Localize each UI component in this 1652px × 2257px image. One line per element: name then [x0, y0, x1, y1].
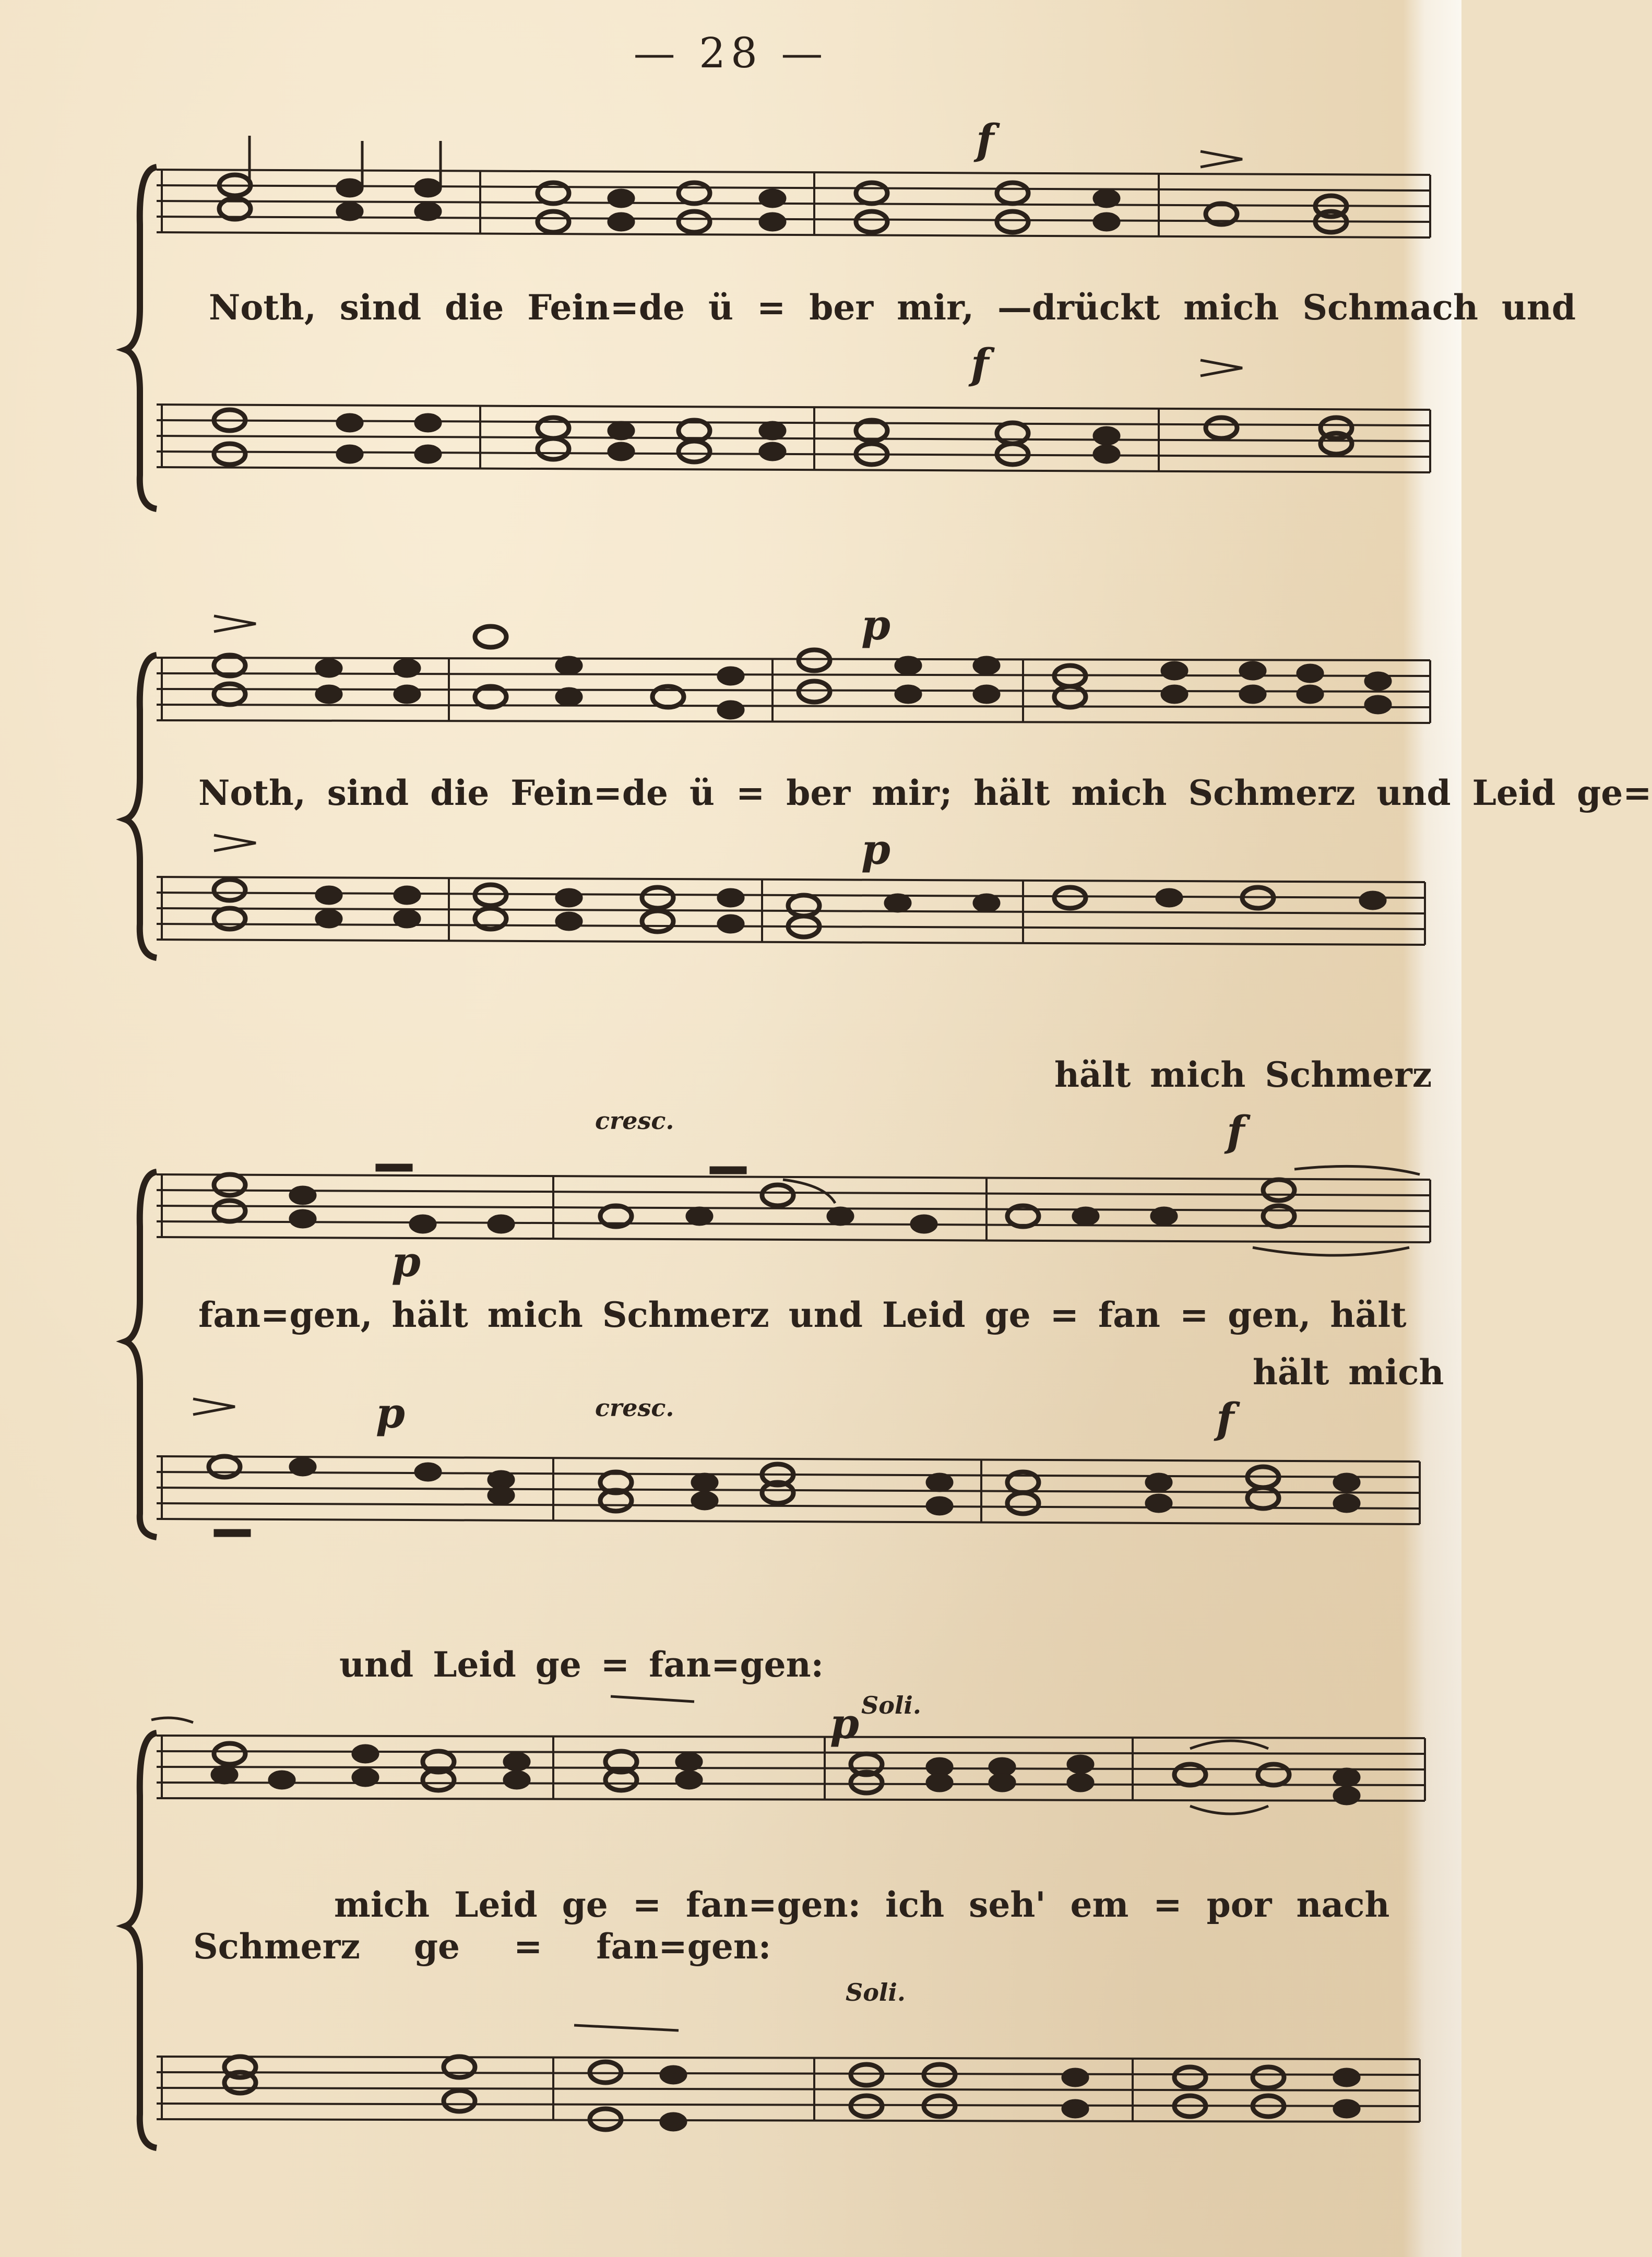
page-number: — 28 — [633, 29, 828, 77]
system-1-dynamic-lower: f [971, 339, 989, 388]
system-3-dynamic-p-lower: p [376, 1388, 405, 1438]
system-1-dynamic-upper: f [976, 115, 994, 164]
system-3-dynamic-p-upper: p [391, 1237, 421, 1286]
system-1-lyrics: Noth, sind die Fein=de ü = ber mir, —drückt mich Schmach und [209, 287, 1576, 328]
system-3 [0, 1054, 1461, 1550]
system-3-lyrics-main: fan=gen, hält mich Schmerz und Leid ge = fan = gen, hält [198, 1294, 1407, 1335]
system-3-dynamic-f-upper: f [1227, 1107, 1245, 1156]
system-4-lyrics-main: mich Leid ge = fan=gen: ich seh' em = por nach [334, 1884, 1390, 1925]
system-2-lyrics: Noth, sind die Fein=de ü = ber mir; hält mich Schmerz und Leid ge= [198, 773, 1652, 813]
system-1 [0, 115, 1576, 517]
system-3-dynamic-f-lower: f [1216, 1394, 1234, 1443]
system-2-dynamic-lower: p [861, 825, 890, 874]
system-4-lyrics-bottom: Schmerz ge = fan=gen: [193, 1926, 771, 1967]
system-4 [0, 1629, 1461, 2203]
system-3-cresc-lower: cresc. [595, 1394, 674, 1422]
system-4-lyrics-top: und Leid ge = fan=gen: [339, 1644, 824, 1685]
system-3-lyrics-top: hält mich Schmerz [1054, 1054, 1432, 1095]
system-2 [0, 600, 1652, 981]
system-4-soli-upper: Soli. [861, 1691, 921, 1719]
system-3-cresc-upper: cresc. [595, 1107, 674, 1135]
system-2-dynamic-upper: p [861, 600, 890, 649]
system-4-soli-lower: Soli. [846, 1978, 906, 2006]
system-3-lyrics-bottom: hält mich [1253, 1352, 1444, 1393]
system-4-dynamic-p: p [830, 1699, 859, 1748]
